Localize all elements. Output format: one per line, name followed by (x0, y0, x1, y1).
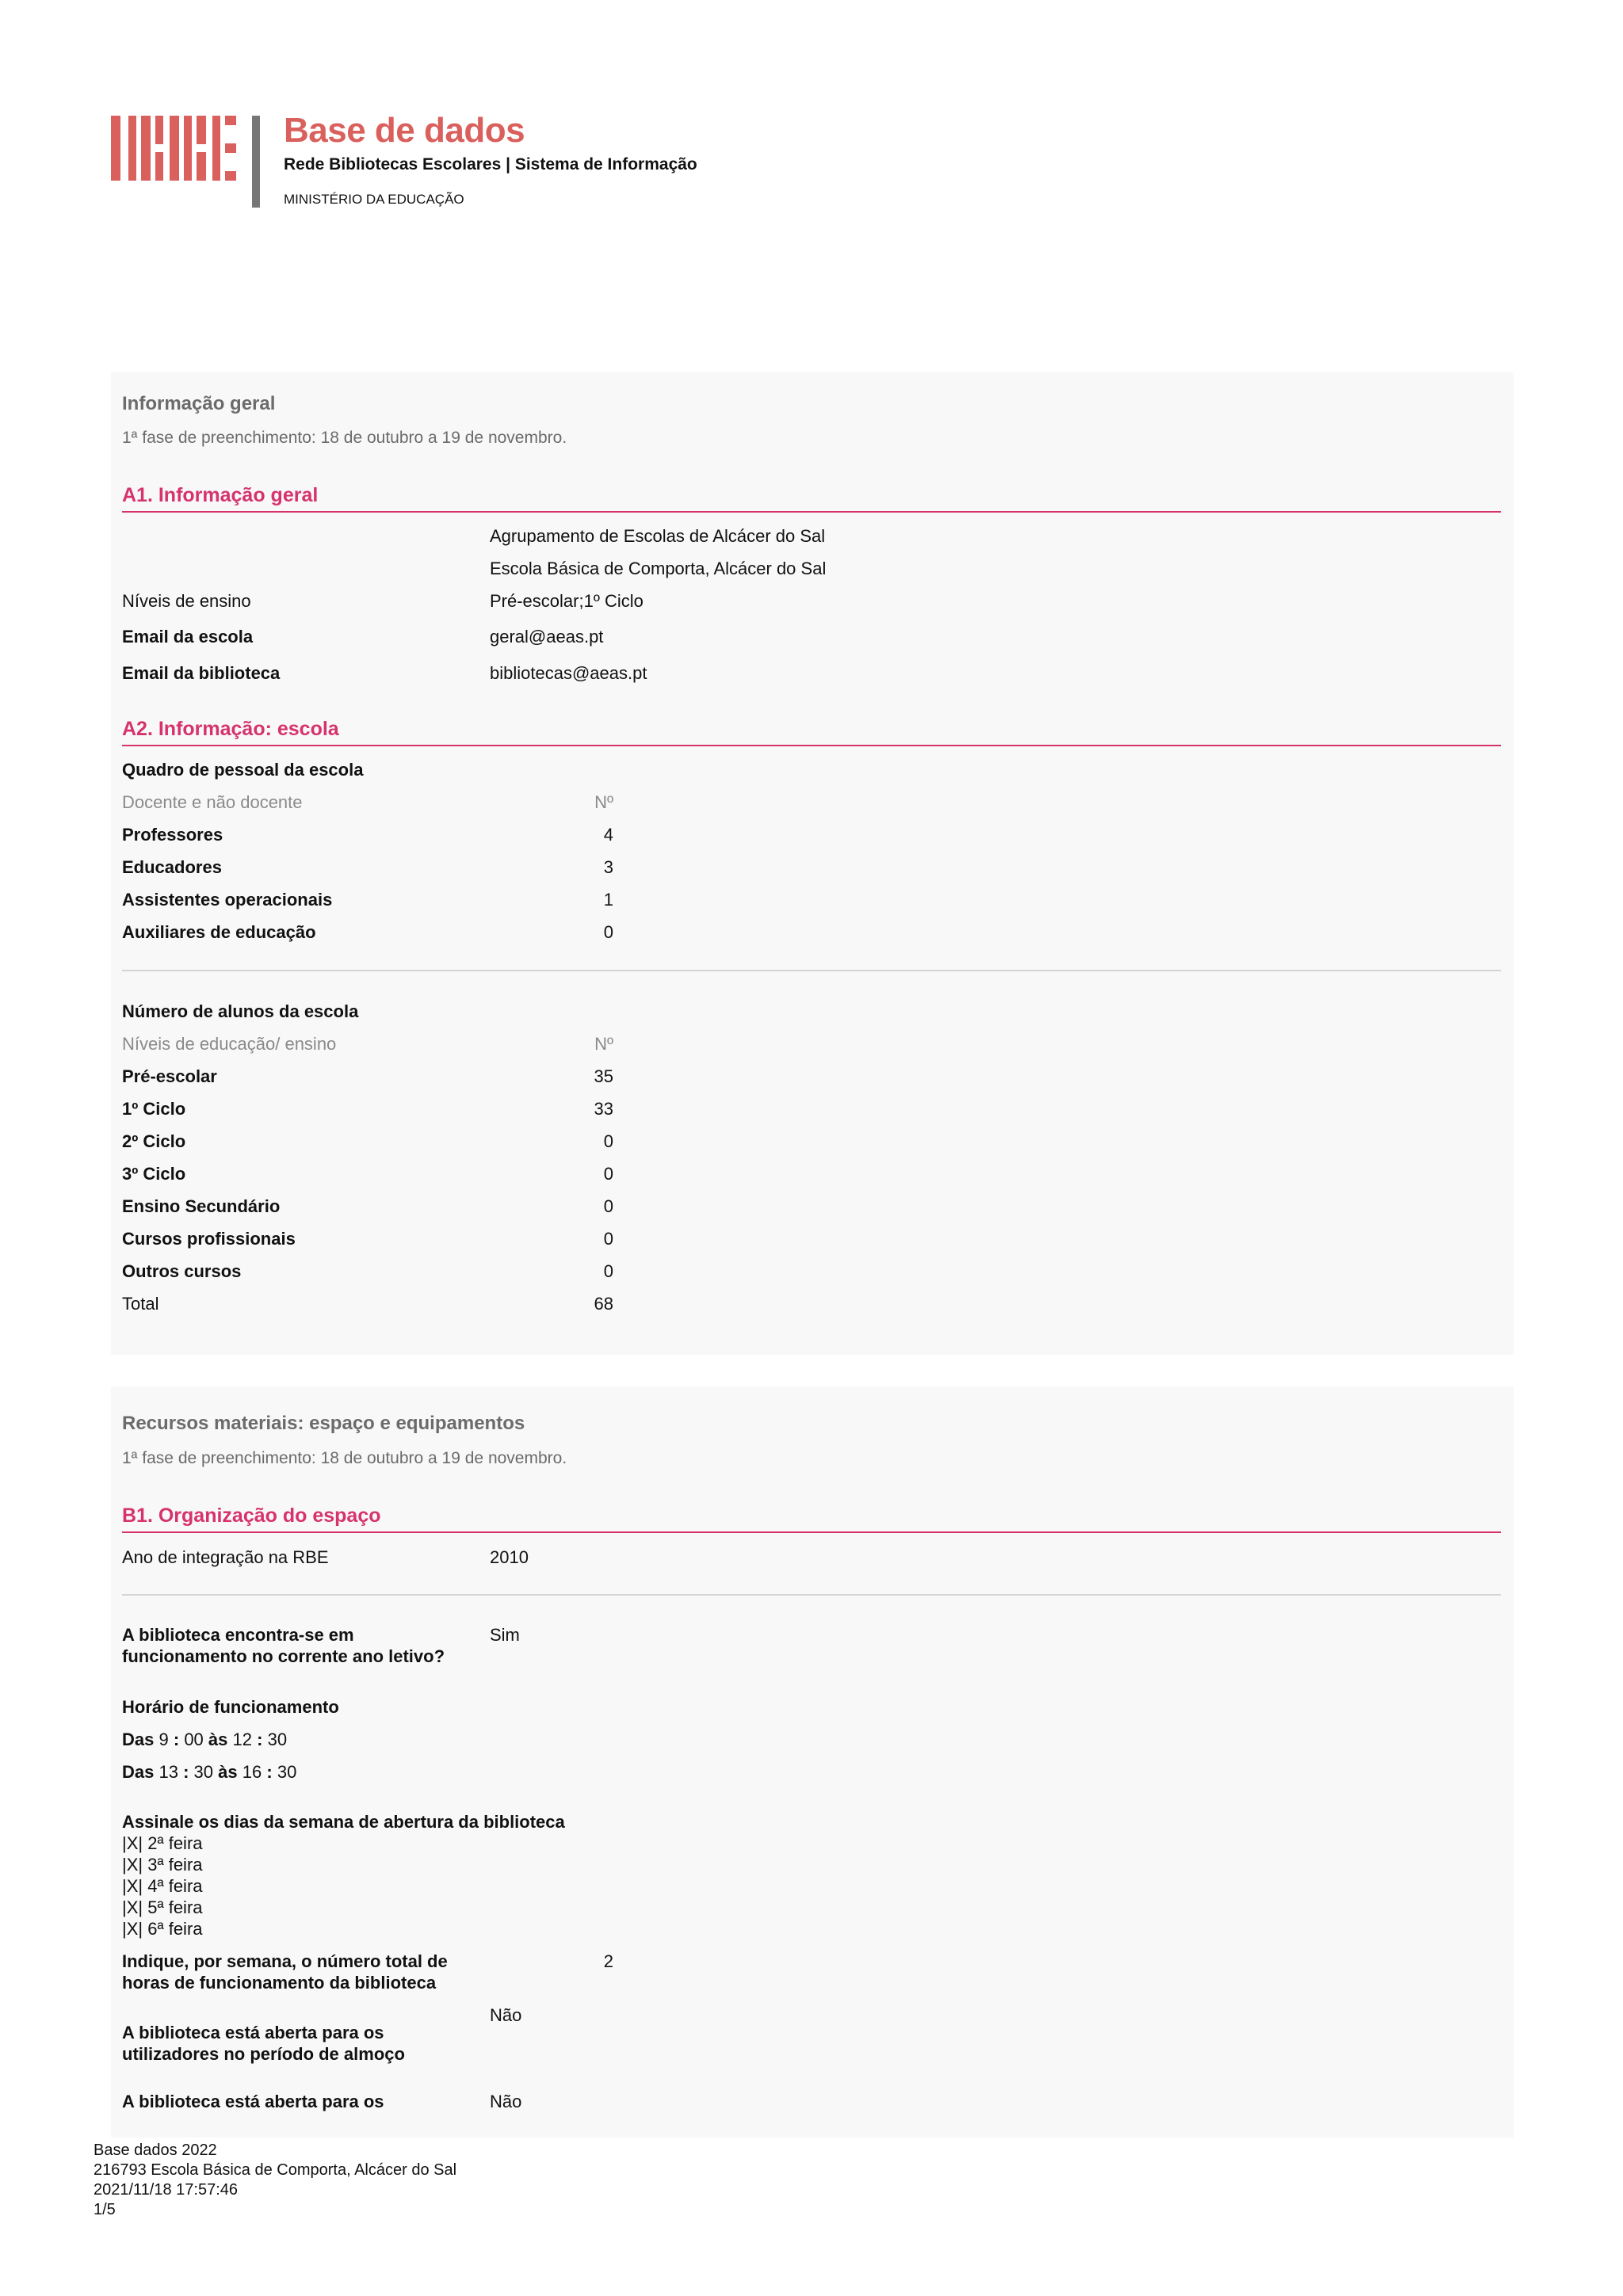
horario-hour-end: 16 (242, 1762, 262, 1782)
pessoal-row-label: Professores (122, 825, 223, 845)
rbe-logo-mark (111, 116, 262, 181)
horario-hour-end: 12 (232, 1730, 253, 1749)
horario-row (122, 1729, 287, 1750)
horario-row (122, 1761, 296, 1783)
a2-separator (122, 970, 1501, 971)
alunos-row-value: 0 (603, 1131, 613, 1151)
rbe-logo (111, 111, 808, 211)
a1-email-biblioteca-label: Email da biblioteca (122, 663, 281, 683)
alunos-row-value: 0 (603, 1164, 613, 1184)
a1-email-escola-label: Email da escola (122, 627, 254, 646)
dias-item: |X| 3ª feira (122, 1855, 203, 1875)
horario-hour-start: 9 (158, 1730, 169, 1749)
horario-hour-start: 13 (158, 1762, 178, 1782)
b1-separator (122, 1594, 1501, 1596)
pessoal-col-num: Nº (594, 792, 613, 812)
pessoal-row-value: 4 (603, 825, 613, 845)
logo-subtitle: Rede Bibliotecas Escolares | Sistema de Informação (284, 155, 697, 174)
a2-underline (122, 745, 1501, 746)
part-a-title: Informação geral (122, 393, 276, 414)
alunos-total-label: Total (122, 1294, 159, 1314)
a1-niveis-value: Pré-escolar;1º Ciclo (490, 591, 643, 611)
dias-item: |X| 4ª feira (122, 1876, 203, 1896)
horas-value: 2 (603, 1951, 613, 1971)
logo-divider (252, 116, 260, 208)
horario-colon: : (257, 1730, 263, 1749)
horas-label: Indique, por semana, o número total de horas de funcionamento da biblioteca (122, 1951, 448, 1993)
footer-line: 216793 Escola Básica de Comporta, Alcácer do Sal (94, 2161, 457, 2179)
alunos-row-value: 33 (594, 1099, 613, 1119)
horario-title: Horário de funcionamento (122, 1697, 339, 1717)
a1-title: A1. Informação geral (122, 484, 319, 506)
horario-das: Das (122, 1730, 155, 1749)
page-footer (94, 2141, 456, 2220)
alunos-row-value: 0 (603, 1196, 613, 1216)
aberta-value: Não (490, 2092, 522, 2111)
alunos-row-label: Pré-escolar (122, 1066, 217, 1086)
dias-item: |X| 6ª feira (122, 1919, 203, 1939)
part-a-subtitle: 1ª fase de preenchimento: 18 de outubro a 19 de novembro. (122, 429, 567, 447)
pessoal-row-label: Auxiliares de educação (122, 922, 316, 942)
pessoal-row-value: 0 (603, 922, 613, 942)
dias-title: Assinale os dias da semana de abertura da biblioteca (122, 1812, 565, 1832)
a1-agrupamento: Agrupamento de Escolas de Alcácer do Sal (490, 526, 826, 546)
alunos-col-label: Níveis de educação/ ensino (122, 1034, 337, 1054)
horario-das: Das (122, 1762, 155, 1782)
pessoal-title: Quadro de pessoal da escola (122, 760, 364, 780)
pessoal-row-value: 3 (603, 857, 613, 877)
part-b-subtitle: 1ª fase de preenchimento: 18 de outubro a 19 de novembro. (122, 1449, 567, 1467)
b1-funcionamento-label: A biblioteca encontra-se em funcionamento no corrente ano letivo? (122, 1625, 445, 1666)
alunos-total-value: 68 (594, 1294, 613, 1314)
horario-as: às (218, 1762, 238, 1782)
alunos-row-value: 0 (603, 1229, 613, 1249)
horario-min-end: 30 (277, 1762, 297, 1782)
aberta-label: A biblioteca está aberta para os (122, 2092, 384, 2111)
almoco-label: A biblioteca está aberta para os utilizadores no período de almoço (122, 2023, 405, 2064)
a1-underline (122, 511, 1501, 513)
dias-item: |X| 5ª feira (122, 1897, 203, 1917)
almoco-value: Não (490, 2005, 522, 2025)
footer-page-number: 1/5 (94, 2201, 116, 2218)
horario-colon: : (266, 1762, 273, 1782)
horario-colon: : (183, 1762, 189, 1782)
alunos-row-label: Cursos profissionais (122, 1229, 296, 1249)
a1-niveis-label: Níveis de ensino (122, 591, 251, 611)
logo-ministry: MINISTÉRIO DA EDUCAÇÃO (284, 192, 464, 207)
a2-title: A2. Informação: escola (122, 718, 339, 740)
alunos-row-value: 35 (594, 1066, 613, 1086)
a1-email-biblioteca-value: bibliotecas@aeas.pt (490, 663, 647, 683)
b1-ano-value: 2010 (490, 1547, 529, 1567)
b1-title: B1. Organização do espaço (122, 1505, 381, 1527)
alunos-row-label: Ensino Secundário (122, 1196, 281, 1216)
logo-title: Base de dados (284, 111, 525, 150)
alunos-row-label: 1º Ciclo (122, 1099, 186, 1119)
dias-item: |X| 2ª feira (122, 1833, 203, 1853)
panel-part-a (111, 372, 1514, 1355)
pessoal-col-label: Docente e não docente (122, 792, 303, 812)
horario-min-start: 30 (193, 1762, 214, 1782)
pessoal-row-value: 1 (603, 890, 613, 910)
a1-escola: Escola Básica de Comporta, Alcácer do Sal (490, 559, 827, 578)
a1-email-escola-value: geral@aeas.pt (490, 627, 604, 646)
part-b-title: Recursos materiais: espaço e equipamentos (122, 1413, 525, 1434)
b1-underline (122, 1531, 1501, 1533)
alunos-row-value: 0 (603, 1261, 613, 1281)
alunos-row-label: 2º Ciclo (122, 1131, 186, 1151)
alunos-title: Número de alunos da escola (122, 1001, 359, 1021)
pessoal-row-label: Assistentes operacionais (122, 890, 333, 910)
b1-ano-label: Ano de integração na RBE (122, 1547, 329, 1567)
horario-as: às (208, 1730, 228, 1749)
alunos-row-label: Outros cursos (122, 1261, 242, 1281)
pessoal-row-label: Educadores (122, 857, 222, 877)
horario-min-start: 00 (184, 1730, 204, 1749)
b1-funcionamento-value: Sim (490, 1625, 520, 1645)
horario-min-end: 30 (267, 1730, 288, 1749)
alunos-row-label: 3º Ciclo (122, 1164, 186, 1184)
footer-line: 2021/11/18 17:57:46 (94, 2181, 239, 2199)
horario-colon: : (173, 1730, 180, 1749)
footer-line: Base dados 2022 (94, 2142, 217, 2159)
alunos-col-num: Nº (594, 1034, 613, 1054)
